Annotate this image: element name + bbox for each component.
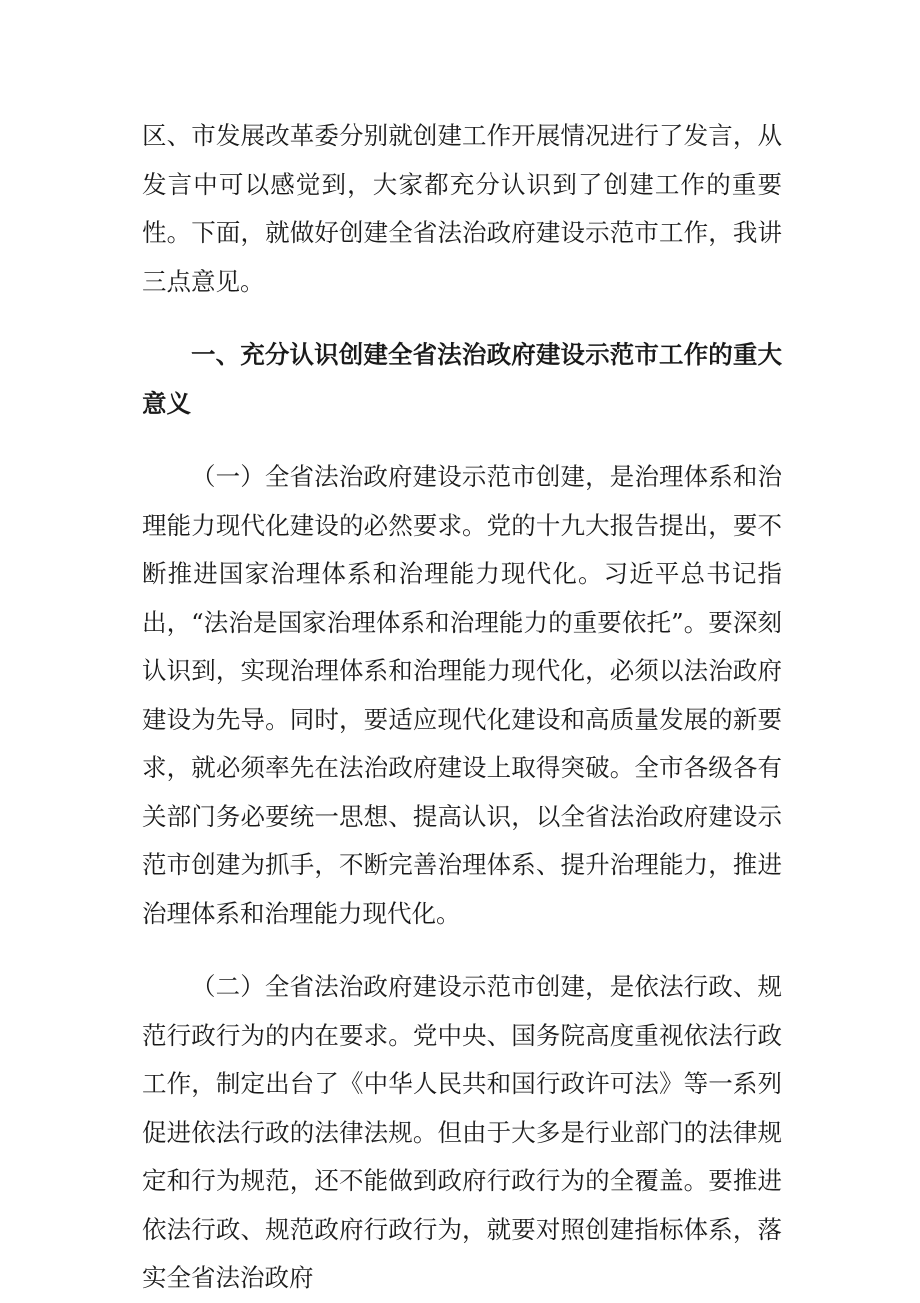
paragraph-2: （二）全省法治政府建设示范市创建，是依法行政、规范行政行为的内在要求。党中央、国务院高度重视依法行政工作，制定出台了《中华人民共和国行政许可法》等一系列促进依法行政的法律法规。但由于大多是行业部门的法律规定和行为规范，还不能做到政府行政行为的全覆盖。要推进依法行政、规范政府行政行为，就要对照创建指标体系，落实全省法治政府	[142, 972, 782, 1292]
paragraph-1: （一）全省法治政府建设示范市创建，是治理体系和治理能力现代化建设的必然要求。党的十九大报告提出，要不断推进国家治理体系和治理能力现代化。习近平总书记指出，“法治是国家治理体系和治理能力的重要依托”。要深刻认识到，实现治理体系和治理能力现代化，必须以法治政府建设为先导。同时，要适应现代化建设和高质量发展的新要求，就必须率先在法治政府建设上取得突破。全市各级各有关部门务必要统一思想、提高认识，以全省法治政府建设示范市创建为抓手，不断完善治理体系、提升治理能力，推进治理体系和治理能力现代化。	[142, 462, 782, 928]
section-heading: 一、充分认识创建全省法治政府建设示范市工作的重大意义	[142, 340, 782, 418]
intro-paragraph: 区、市发展改革委分别就创建工作开展情况进行了发言，从发言中可以感觉到，大家都充分认识到了创建工作的重要性。下面，就做好创建全省法治政府建设示范市工作，我讲三点意见。	[142, 121, 782, 296]
document-body	[142, 112, 782, 1303]
